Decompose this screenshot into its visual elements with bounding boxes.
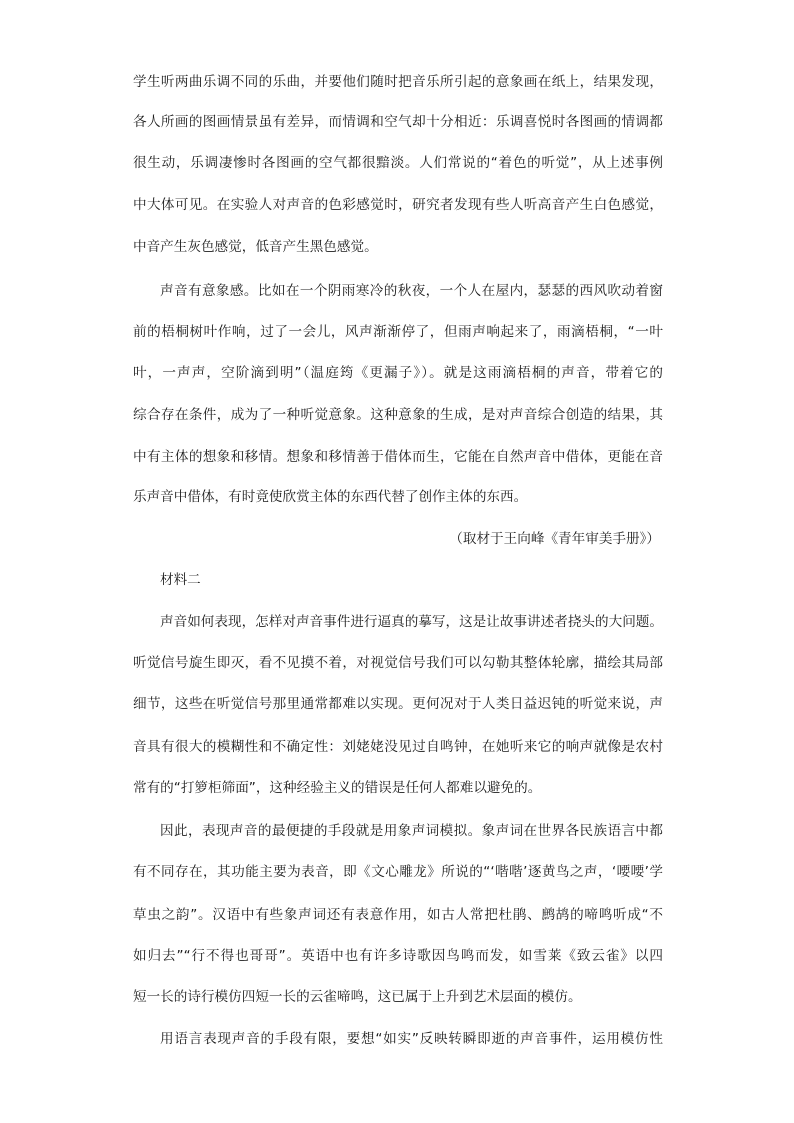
text-line: 学生听两曲乐调不同的乐曲，并要他们随时把音乐所引起的意象画在纸上，结果发现，: [133, 74, 663, 90]
text-line: 草虫之韵”。汉语中有些象声词还有表意作用，如古人常把杜鹃、鹧鸪的啼鸣听成“不: [133, 907, 663, 923]
paragraph-start-line: 声音如何表现，怎样对声音事件进行逼真的摹写，这是让故事讲述者挠头的大问题。: [160, 614, 663, 630]
source-citation: （取材于王向峰《青年审美手册》）: [449, 531, 660, 547]
text-line: 常有的“打箩柜筛面”，这种经验主义的错误是任何人都难以避免的。: [133, 780, 542, 796]
text-line: 短一长的诗行模仿四短一长的云雀啼鸣，这已属于上升到艺术层面的模仿。: [133, 989, 582, 1005]
text-line: 细节，这些在听觉信号那里通常都难以实现。更何况对于人类日益迟钝的听觉来说，声: [133, 696, 663, 712]
text-line: 综合存在条件，成为了一种听觉意象。这种意象的生成，是对声音综合创造的结果，其: [133, 407, 663, 423]
paragraph-start-line: 因此，表现声音的最便捷的手段就是用象声词模拟。象声词在世界各民族语言中都: [160, 823, 663, 839]
text-line: 有不同存在，其功能主要为表音，即《文心雕龙》所说的“‘喈喈’逐黄鸟之声，‘喓喓’学: [133, 864, 663, 880]
text-line: 乐声音中借体，有时竟使欣赏主体的东西代替了创作主体的东西。: [133, 489, 528, 505]
paragraph-start-line: 用语言表现声音的手段有限，要想“如实”反映转瞬即逝的声音事件，运用模仿性: [160, 1031, 663, 1047]
text-line: 听觉信号旋生即灭，看不见摸不着，对视觉信号我们可以勾勒其整体轮廓，描绘其局部: [133, 655, 663, 671]
text-line: 如归去”“行不得也哥哥”。英语中也有许多诗歌因鸟鸣而发，如雪莱《致云雀》以四: [133, 948, 663, 964]
text-line: 中音产生灰色感觉，低音产生黑色感觉。: [133, 239, 378, 255]
text-line: 很生动，乐调凄惨时各图画的空气都很黯淡。人们常说的“着色的听觉”，从上述事例: [133, 155, 663, 171]
text-line: 前的梧桐树叶作响，过了一会儿，风声渐渐停了，但雨声响起来了，雨滴梧桐，“一叶: [133, 324, 663, 340]
text-line: 叶，一声声，空阶滴到明”（温庭筠《更漏子》）。就是这雨滴梧桐的声音，带着它的: [133, 365, 663, 381]
text-line: 音具有很大的模糊性和不确定性：刘姥姥没见过自鸣钟，在她听来它的响声就像是农村: [133, 739, 663, 755]
section-heading: 材料二: [160, 572, 201, 588]
paragraph-start-line: 声音有意象感。比如在一个阴雨寒冷的秋夜，一个人在屋内，瑟瑟的西风吹动着窗: [160, 283, 663, 299]
text-line: 中大体可见。在实验人对声音的色彩感觉时，研究者发现有些人听高音产生白色感觉，: [133, 197, 663, 213]
text-line: 各人所画的图画情景虽有差异，而情调和空气却十分相近：乐调喜悦时各图画的情调都: [133, 114, 663, 130]
text-line: 中有主体的想象和移情。想象和移情善于借体而生，它能在自然声音中借体，更能在音: [133, 449, 663, 465]
